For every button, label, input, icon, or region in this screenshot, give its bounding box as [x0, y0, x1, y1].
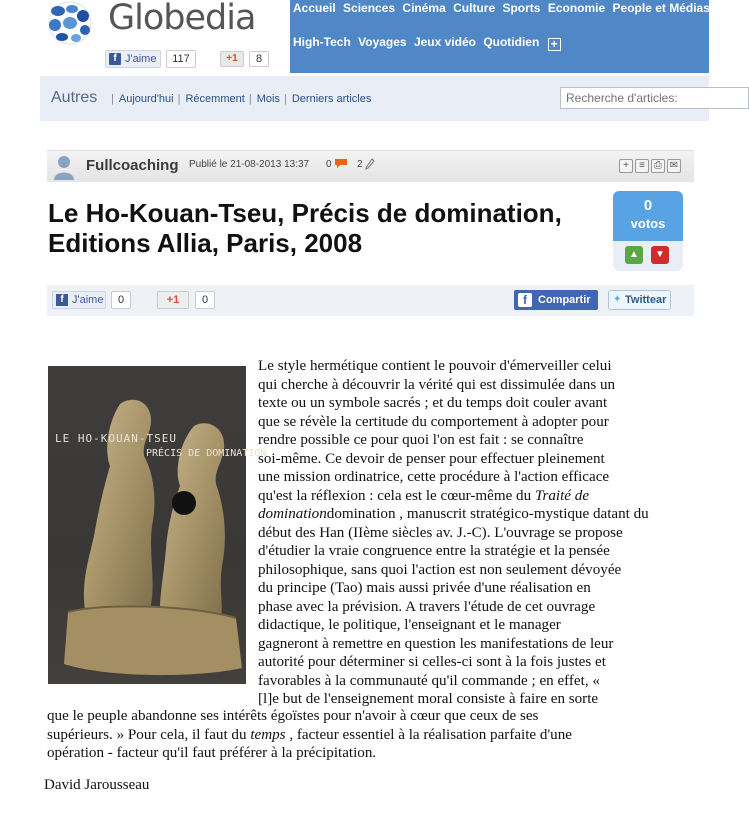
nav-item-accueil[interactable]: Accueil [293, 1, 336, 15]
facebook-like-label: J'aime [72, 294, 104, 306]
author-name[interactable]: Fullcoaching [86, 157, 179, 174]
book-cover-image [48, 366, 267, 684]
body-line: du principe (Tao) mais aussi privée d'une réalisation en [258, 580, 591, 596]
facebook-share-button[interactable] [514, 290, 598, 310]
nav-item-sciences[interactable]: Sciences [343, 1, 396, 15]
body-line: phase avec la prévision. A travers l'étude de cet ouvrage [258, 598, 596, 615]
facebook-like-button-top[interactable] [105, 50, 161, 68]
nav-item-high-tech[interactable]: High-Tech [293, 35, 351, 49]
italic-title-traite: Traité de [534, 487, 590, 504]
nav-item-people-medias[interactable]: People et Médias [612, 1, 710, 15]
vote-buttons [613, 241, 683, 271]
facebook-icon: f [518, 293, 532, 307]
divider: | [248, 93, 252, 105]
body-line: gagneront à remettre en question les manifestations de leur [258, 635, 614, 652]
globe-logo-icon [44, 1, 98, 45]
subnav-link-derniers-articles[interactable]: Derniers articles [291, 93, 372, 105]
twitter-bird-icon: ✦ [613, 294, 622, 305]
user-avatar-icon[interactable] [53, 154, 75, 180]
body-line: début des Han (IIème siècles av. J.-C). L'ouvrage se propose [258, 524, 623, 541]
body-line: que se révèle la certitude du comportement à adopter pour [258, 413, 609, 430]
divider: | [177, 93, 181, 105]
body-line: [l]e but de l'enseignement moral consiste à faire en sorte [258, 691, 599, 707]
body-line-with-italic [258, 487, 688, 506]
facebook-like-label: J'aime [125, 53, 157, 65]
print-icon[interactable]: ⎙ [651, 159, 665, 173]
facebook-icon: f [56, 294, 68, 306]
article-title [48, 198, 608, 258]
nav-item-quotidien[interactable]: Quotidien [483, 35, 540, 49]
body-line: didactique, le politique, l'enseignant et le manager [258, 617, 561, 633]
votes-box [613, 191, 683, 241]
main-nav-row2 [293, 35, 565, 51]
body-text-segment: supérieurs. » Pour cela, il faut du [47, 726, 247, 743]
nav-item-sports[interactable]: Sports [502, 1, 541, 15]
publish-date: Publié le 21-08-2013 13:37 [189, 159, 310, 170]
facebook-icon: f [109, 53, 121, 65]
nav-more-plus-icon[interactable]: + [548, 38, 561, 51]
cover-author: LE HO-KOUAN-TSEU [55, 432, 177, 445]
article-title-line1: Le Ho-Kouan-Tseu, Précis de domination, [48, 198, 562, 228]
email-icon[interactable]: ✉ [667, 159, 681, 173]
nav-item-int[interactable]: Int [717, 1, 732, 15]
article-body-full [47, 707, 687, 763]
tweet-button[interactable] [608, 290, 671, 310]
main-nav-row1 [293, 1, 736, 15]
body-text-segment: , facteur essentiel à la réalisation parfaite d'une [289, 726, 572, 743]
publisher-logo-icon [172, 491, 196, 515]
body-line: soi-même. Ce devoir de penser pour effectuer pleinement [258, 450, 605, 467]
body-line: une mission ordinatrice, cette procédure à l'action efficace [258, 469, 610, 485]
article-signature: David Jarousseau [44, 777, 150, 793]
nav-item-economie[interactable]: Economie [547, 1, 606, 15]
logo-area [0, 0, 290, 73]
votes-label: votos [630, 216, 666, 231]
thumbs-down-icon[interactable]: ▼ [651, 246, 669, 264]
italic-word-temps: temps [250, 726, 286, 743]
subnav-link-mois[interactable]: Mois [256, 93, 280, 105]
divider: | [284, 93, 287, 105]
body-line: rendre possible ce pour quoi l'on est fait : se connaître [258, 432, 584, 448]
body-line: favorables à la communauté qu'il commande ; en effet, « [258, 672, 600, 689]
logo-text: Globedia [108, 0, 256, 38]
sub-navigation [40, 76, 709, 121]
comment-icon[interactable] [334, 158, 348, 169]
body-line: philosophique, sans quoi l'action est non seulement dévoyée [258, 561, 622, 578]
body-line: opération - facteur qu'il faut préférer à la précipitation. [47, 745, 377, 761]
list-icon[interactable]: ≡ [635, 159, 649, 173]
google-plus-button[interactable]: +1 [157, 291, 189, 309]
votes-count: 0 [643, 197, 653, 214]
cover-title: PRÉCIS DE DOMINATION [146, 448, 267, 459]
share-bar [47, 285, 694, 316]
tweet-label: Twittear [625, 294, 667, 306]
search-input[interactable] [560, 87, 749, 109]
google-plus-button-top[interactable]: +1 [220, 51, 244, 67]
subnav-link-recemment[interactable]: Récemment [185, 93, 245, 105]
body-line: texte ou un symbole sacrés ; et du temps doit couler avant [258, 395, 608, 411]
section-title: Autres [51, 89, 98, 106]
article-title-line2: Editions Allia, Paris, 2008 [48, 228, 363, 258]
body-text-segment: qu'est la réflexion : cela est le cœur-même du [258, 487, 532, 504]
body-line: qui cherche à découvrir la vérité qui est dissimulée dans un [258, 376, 616, 393]
globedia-logo[interactable] [44, 0, 284, 46]
article-body-side [258, 357, 688, 709]
article-tools [619, 155, 683, 173]
body-line: autorité pour déterminer si celles-ci sont à la fois justes et [258, 654, 606, 670]
link-count: 2 [357, 159, 363, 170]
nav-item-voyages[interactable]: Voyages [358, 35, 407, 49]
subnav-links [110, 93, 371, 105]
facebook-like-count: 117 [166, 50, 196, 68]
statue-figures-image [48, 366, 246, 684]
facebook-like-count: 0 [111, 291, 131, 309]
nav-item-jeux-video[interactable]: Jeux vidéo [413, 35, 476, 49]
body-line-with-italic [258, 505, 688, 524]
top-header [0, 0, 732, 73]
share-label: Compartir [538, 294, 591, 306]
google-plus-count: 8 [249, 51, 269, 67]
nav-item-cinema[interactable]: Cinéma [402, 1, 446, 15]
subnav-link-aujourdhui[interactable]: Aujourd'hui [118, 93, 174, 105]
italic-title-domination: domination [258, 506, 327, 522]
article-meta-bar [47, 150, 694, 182]
body-line: d'étudier la vraie congruence entre la stratégie et la pensée [258, 543, 610, 559]
body-line: que le peuple abandonne ses intérêts égoïstes pour n'avoir à cœur que ceux de ses [47, 708, 539, 724]
comment-count: 0 [326, 159, 332, 170]
facebook-like-button[interactable] [52, 291, 106, 309]
google-plus-count: 0 [195, 291, 215, 309]
body-line-with-italic [47, 726, 687, 745]
nav-item-culture[interactable]: Culture [453, 1, 496, 15]
add-icon[interactable]: + [619, 159, 633, 173]
body-text-segment: domination , manuscrit stratégico-mystique datant du [326, 506, 649, 522]
thumbs-up-icon[interactable]: ▲ [625, 246, 643, 264]
pencil-icon[interactable] [365, 158, 375, 170]
body-line: Le style hermétique contient le pouvoir d'émerveiller celui [258, 358, 612, 374]
divider: | [111, 93, 114, 105]
